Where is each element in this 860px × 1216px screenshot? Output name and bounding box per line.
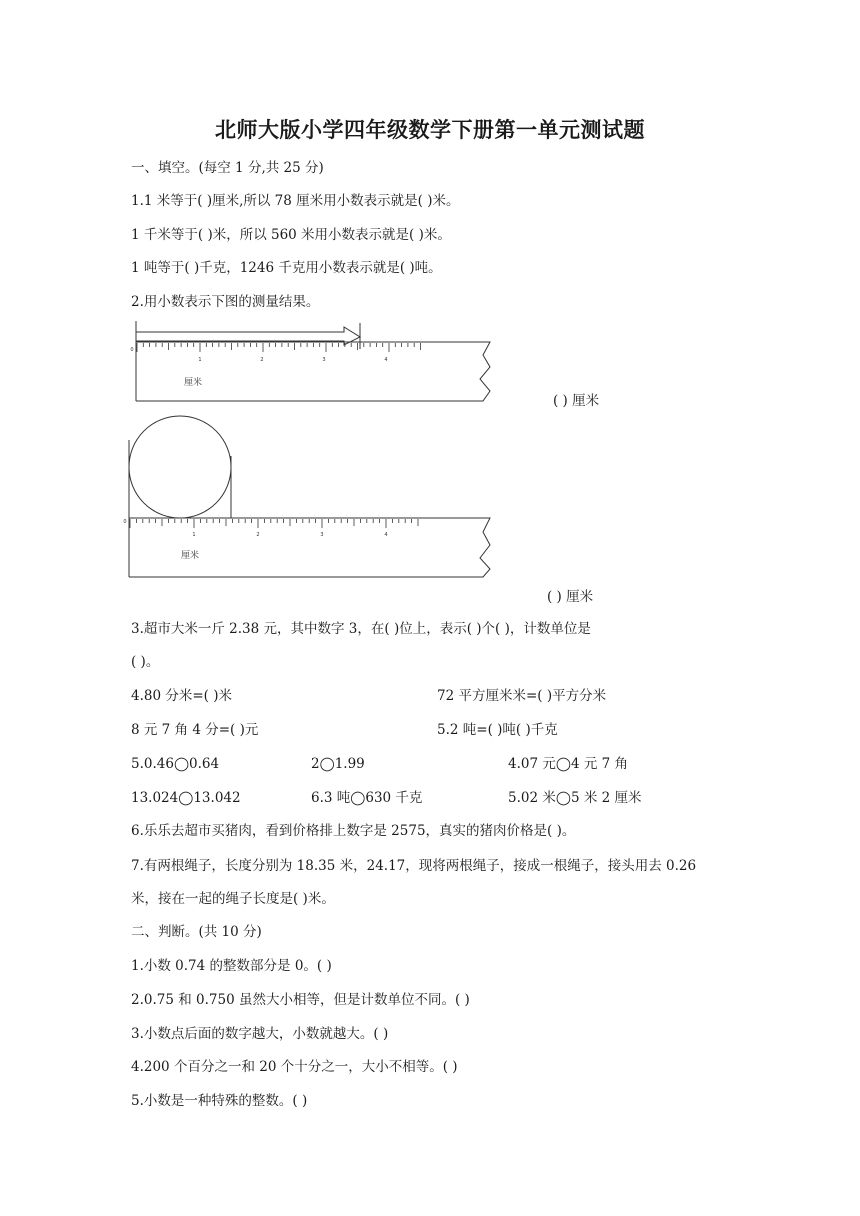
q5-row1-b: 2◯1.99: [311, 756, 365, 772]
q6: 6.乐乐去超市买猪肉，看到价格排上数字是 2575，真实的猪肉价格是( )。: [131, 823, 576, 839]
q4-b: 72 平方厘米米=( )平方分米: [437, 688, 607, 704]
ruler-1-tick-label-1: 1: [198, 357, 202, 363]
ruler-2-ticks: [130, 519, 418, 528]
q5-row2-b: 6.3 吨◯630 千克: [311, 790, 423, 806]
q1-line-1: 1.1 米等于( )厘米,所以 78 厘米用小数表示就是( )米。: [131, 193, 460, 209]
section1-heading: 一、填空。(每空 1 分,共 25 分): [131, 160, 324, 176]
ruler-2-tick-label-1: 1: [192, 532, 196, 538]
ruler-2-tick-label-4: 4: [384, 532, 388, 538]
judge-item-3: 3.小数点后面的数字越大，小数就越大。( ): [131, 1026, 389, 1042]
q5-row2-c: 5.02 米◯5 米 2 厘米: [508, 790, 642, 806]
q2-answer-1: ( ) 厘米: [553, 393, 600, 409]
ruler-2-tick-label-3: 3: [320, 532, 324, 538]
ruler-figure-1: [118, 315, 498, 407]
section2-heading: 二、判断。(共 10 分): [131, 924, 262, 940]
page-title: 北师大版小学四年级数学下册第一单元测试题: [215, 118, 645, 142]
q4-d: 5.2 吨=( )吨( )千克: [437, 722, 558, 738]
q4-a: 4.80 分米=( )米: [131, 688, 232, 704]
judge-item-1: 1.小数 0.74 的整数部分是 0。( ): [131, 958, 332, 974]
ruler-1-tick-label-4: 4: [384, 357, 388, 363]
ruler-1-tick-label-0: 0: [130, 347, 134, 353]
ruler-figure-2: [118, 412, 498, 582]
ruler-2-unit-label: 厘米: [181, 551, 200, 561]
q3-line-2: ( )。: [131, 654, 160, 670]
q5-row1-a: 5.0.46◯0.64: [131, 756, 220, 772]
q3-line-1: 3.超市大米一斤 2.38 元，其中数字 3，在( )位上，表示( )个( )，计数单位是: [131, 621, 591, 637]
q5-row1-c: 4.07 元◯4 元 7 角: [508, 756, 629, 772]
ruler-2-tick-label-2: 2: [256, 532, 260, 538]
ruler-1-unit-label: 厘米: [184, 378, 203, 388]
ruler-1-tick-label-3: 3: [322, 357, 326, 363]
q7-line-2: 米，接在一起的绳子长度是( )米。: [131, 891, 335, 907]
q2-prompt: 2.用小数表示下图的测量结果。: [131, 294, 320, 310]
judge-item-2: 2.0.75 和 0.750 虽然大小相等，但是计数单位不同。( ): [131, 992, 470, 1008]
ruler-2-tick-label-0: 0: [123, 519, 127, 525]
q1-line-3: 1 吨等于( )千克，1246 千克用小数表示就是( )吨。: [131, 260, 442, 276]
q5-row2-a: 13.024◯13.042: [131, 790, 241, 806]
q1-line-2: 1 千米等于( )米，所以 560 米用小数表示就是( )米。: [131, 227, 451, 243]
q2-answer-2: ( ) 厘米: [547, 589, 594, 605]
ruler-1-ticks: [137, 343, 421, 352]
judge-item-4: 4.200 个百分之一和 20 个十分之一，大小不相等。( ): [131, 1059, 458, 1075]
q7-line-1: 7.有两根绳子，长度分别为 18.35 米，24.17，现将两根绳子，接成一根绳子，接头用去 0.26: [131, 858, 697, 874]
judge-item-5: 5.小数是一种特殊的整数。( ): [131, 1093, 308, 1109]
ruler-1-tick-label-2: 2: [260, 357, 264, 363]
q4-c: 8 元 7 角 4 分=( )元: [131, 722, 259, 738]
